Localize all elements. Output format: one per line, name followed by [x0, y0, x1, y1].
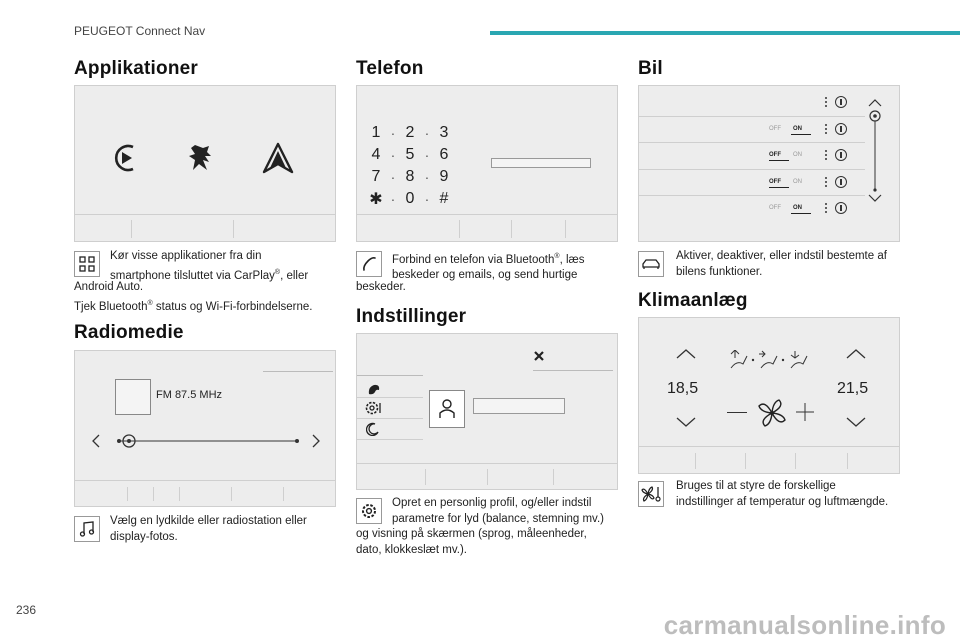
toggle-on-label: ON	[793, 152, 802, 158]
indstillinger-screen	[356, 333, 618, 490]
header-accent-bar	[490, 31, 960, 35]
indstillinger-desc-line3: og visning på skærmen (sprog, måleenheder,	[356, 528, 587, 540]
peugeot-lion-icon	[185, 142, 217, 174]
info-icon[interactable]	[835, 123, 847, 135]
bil-desc	[676, 249, 906, 280]
chevron-left-icon	[93, 435, 99, 447]
keypad-key[interactable]: 5	[405, 146, 415, 163]
keypad-separator-dot: ·	[390, 169, 396, 185]
toggle-off-label: OFF	[769, 205, 781, 211]
keypad-separator-dot: ·	[424, 125, 430, 141]
apps-grid-icon	[78, 255, 96, 273]
more-options-icon[interactable]	[825, 124, 827, 134]
indstillinger-desc-rest	[356, 527, 626, 558]
person-icon	[438, 398, 456, 420]
keypad-key[interactable]: 0	[405, 190, 415, 207]
info-icon[interactable]	[835, 176, 847, 188]
toggle-on-label: ON	[793, 205, 802, 211]
keypad-key[interactable]: 8	[405, 168, 415, 185]
indstillinger-desc-line4: dato, klokkeslæt mv.).	[356, 543, 467, 556]
keypad-key[interactable]: 9	[439, 168, 449, 185]
telefon-desc-line2: beskeder og emails, og send hurtige	[392, 269, 578, 282]
info-icon[interactable]	[835, 202, 847, 214]
frequency-slider	[87, 431, 325, 451]
air-distribution-icons[interactable]	[729, 350, 817, 373]
toggle-off-label: OFF	[769, 125, 781, 132]
telefon-desc-line1: Forbind en telefon via Bluetooth®, læs	[392, 253, 585, 266]
applikationer-desc-line1: Kør visse applikationer fra din	[110, 250, 262, 262]
info-icon[interactable]	[835, 96, 847, 108]
radiomedie-screen	[74, 350, 336, 507]
car-icon	[641, 257, 661, 271]
telefon-heading: Telefon	[356, 58, 424, 79]
keypad-key[interactable]: #	[439, 190, 449, 207]
page-number: 236	[16, 603, 37, 617]
keypad-separator-dot: ·	[390, 125, 396, 141]
bil-icon-box	[638, 251, 664, 277]
keypad-key[interactable]: 2	[405, 124, 415, 141]
keypad-key[interactable]: 1	[371, 124, 381, 141]
on-off-toggle[interactable]	[769, 179, 813, 188]
close-icon	[533, 350, 545, 362]
keypad-key[interactable]: 7	[371, 168, 381, 185]
bil-heading: Bil	[638, 58, 663, 79]
bil-desc-line2: bilens funktioner.	[676, 265, 763, 278]
radiomedie-desc	[110, 514, 340, 545]
indstillinger-desc-indented	[392, 496, 624, 527]
bil-setting-row	[639, 143, 865, 170]
air-flow-icon	[729, 350, 817, 370]
android-auto-icon	[262, 142, 294, 174]
temp-right-value: 21,5	[837, 380, 869, 397]
keypad-separator-dot: ·	[390, 191, 396, 207]
phone-handset-icon	[360, 255, 378, 273]
temp-left-up-icon[interactable]	[675, 348, 697, 360]
more-options-icon[interactable]	[825, 177, 827, 187]
telefon-icon-box	[356, 251, 382, 277]
applikationer-heading: Applikationer	[74, 58, 199, 79]
indstillinger-heading: Indstillinger	[356, 306, 467, 327]
profile-avatar	[429, 390, 465, 428]
klimaanlaeg-desc	[676, 479, 916, 510]
bil-desc-line1: Aktiver, deaktiver, eller indstil bestemte af	[676, 250, 887, 262]
applikationer-screen	[74, 85, 336, 242]
radiomedie-desc-line2: display-fotos.	[110, 530, 178, 543]
on-off-toggle[interactable]	[769, 126, 813, 135]
indstillinger-desc-line2: parametre for lyd (balance, stemning mv.)	[392, 512, 604, 525]
running-header: PEUGEOT Connect Nav	[74, 24, 206, 38]
applikationer-desc-line3: Android Auto.	[74, 281, 144, 293]
temp-right-down-icon[interactable]	[845, 416, 867, 428]
radiomedie-icon-box	[74, 516, 100, 542]
more-options-icon[interactable]	[825, 97, 827, 107]
keypad-separator-dot: ·	[424, 169, 430, 185]
keypad-separator-dot: ·	[424, 191, 430, 207]
keypad-separator-dot: ·	[390, 147, 396, 163]
temp-left-down-icon[interactable]	[675, 416, 697, 428]
moon-icon	[366, 422, 380, 436]
bil-setting-row	[639, 117, 865, 144]
keypad-key[interactable]: ✱	[369, 191, 383, 208]
toggle-off-label: OFF	[769, 152, 781, 158]
more-options-icon[interactable]	[825, 203, 827, 213]
theme-palette-icon	[367, 382, 381, 396]
climate-fan-temp-icon	[641, 485, 661, 503]
klimaanlaeg-screen	[638, 317, 900, 474]
keypad-separator-dot: ·	[424, 147, 430, 163]
info-icon[interactable]	[835, 149, 847, 161]
settings-sound-icon	[365, 400, 383, 416]
bil-scrollbar	[865, 94, 885, 204]
keypad-key[interactable]: 6	[439, 146, 449, 163]
bil-setting-row	[639, 90, 865, 117]
keypad-row	[369, 144, 451, 166]
chevron-down-icon	[869, 195, 881, 201]
klimaanlaeg-desc-line2: indstillinger af temperatur og luftmængde.	[676, 495, 889, 508]
more-options-icon[interactable]	[825, 150, 827, 160]
radiomedie-heading: Radiomedie	[74, 322, 184, 343]
keypad-key[interactable]: 3	[439, 124, 449, 141]
chevron-up-icon	[869, 100, 881, 106]
toggle-on-label: ON	[793, 125, 802, 132]
applikationer-desc-indented	[110, 249, 340, 284]
keypad	[369, 122, 451, 210]
fan-decrease-icon[interactable]	[727, 412, 747, 413]
on-off-toggle[interactable]	[769, 152, 813, 161]
bil-setting-row	[639, 170, 865, 197]
applikationer-desc-line4: Tjek Bluetooth® status og Wi-Fi-forbindelserne.	[74, 299, 313, 313]
fan-increase-icon[interactable]	[795, 402, 815, 422]
chevron-right-icon	[313, 435, 319, 447]
gear-icon	[360, 502, 378, 520]
keypad-row	[369, 166, 451, 188]
station-artwork	[115, 379, 151, 415]
keypad-key[interactable]: 4	[371, 146, 381, 163]
keypad-row	[369, 122, 451, 144]
toggle-on-label: ON	[793, 178, 802, 185]
bil-setting-row	[639, 196, 865, 223]
temp-right-up-icon[interactable]	[845, 348, 867, 360]
telefon-desc-line3: beskeder.	[356, 281, 406, 293]
telefon-desc-indented	[392, 249, 622, 284]
indstillinger-icon-box	[356, 498, 382, 524]
watermark: carmanualsonline.info	[663, 610, 946, 640]
klimaanlaeg-icon-box	[638, 481, 664, 507]
applikationer-icon-box	[74, 251, 100, 277]
phone-number-field	[491, 158, 591, 168]
profile-name-field	[473, 398, 565, 414]
station-frequency: FM 87.5 MHz	[156, 389, 223, 401]
applikationer-desc-rest	[74, 280, 344, 315]
fan-icon	[757, 398, 787, 428]
keypad-row	[369, 188, 451, 210]
indstillinger-desc-line1: Opret en personlig profil, og/eller indstil	[392, 497, 592, 509]
bil-screen	[638, 85, 900, 242]
temp-left-value: 18,5	[667, 380, 699, 397]
klimaanlaeg-desc-line1: Bruges til at styre de forskellige	[676, 480, 836, 492]
klimaanlaeg-heading: Klimaanlæg	[638, 290, 748, 311]
music-note-icon	[78, 520, 96, 538]
on-off-toggle[interactable]	[769, 205, 813, 214]
carplay-icon	[111, 142, 141, 174]
radiomedie-desc-line1: Vælg en lydkilde eller radiostation eller	[110, 515, 307, 527]
applikationer-desc-line2: smartphone tilsluttet via CarPlay®, eller	[110, 268, 309, 282]
telefon-screen	[356, 85, 618, 242]
toggle-off-label: OFF	[769, 178, 781, 185]
